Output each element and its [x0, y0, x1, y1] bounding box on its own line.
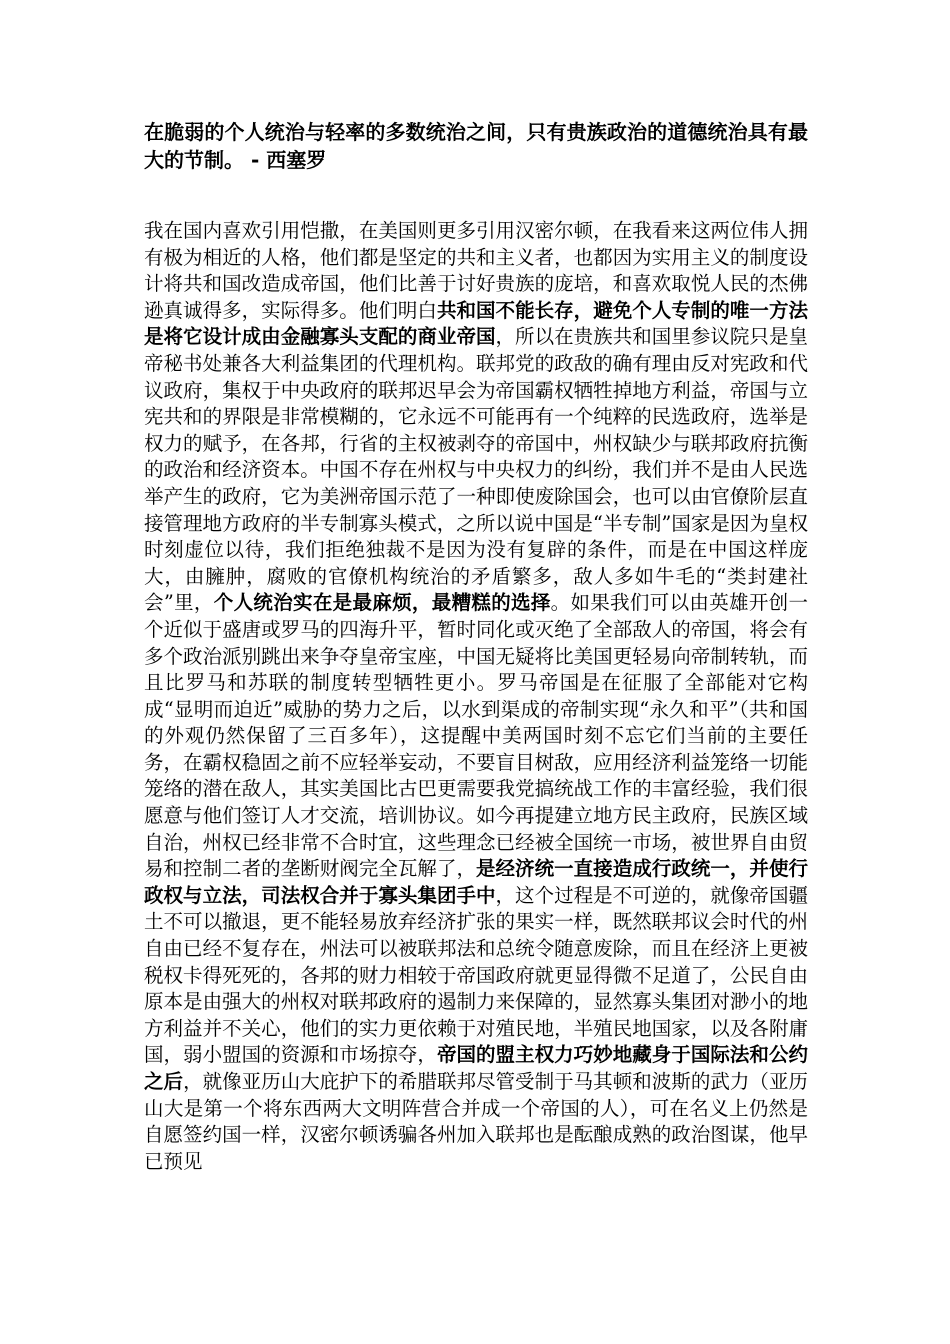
- text-segment: ，这个过程是不可逆的，就像帝国疆土不可以撤退，更不能轻易放弃经济扩张的果实一样，既然联邦议会时代的州自由已经不复存在，州法可以被联邦法和总统令随意废除，而且在经济上更被税权卡得死死的，各邦的财力相较于帝国政府就更显得微不足道了，公民自由原本是由强大的州权对联邦政府的遏制力来保障的，显然寡头集团对渺小的地方利益并不关心，他们的实力更依赖于对殖民地，半殖民地国家，以及各附庸国，弱小盟国的资源和市场掠夺，: [144, 883, 808, 1067]
- epigraph-quote: 在脆弱的个人统治与轻率的多数统治之间，只有贵族政治的道德统治具有最大的节制。 - 西塞罗: [144, 120, 808, 172]
- text-segment: ，所以在贵族共和国里参议院只是皇帝秘书处兼各大利益集团的代理机构。联邦党的政敌的确有理由反对宪政和代议政府，集权于中央政府的联邦迟早会为帝国霸权牺牲掉地方利益，帝国与立宪共和的界限是非常模糊的，它永远不可能再有一个纯粹的民选政府，选举是权力的赋予，在各邦，行省的主权被剥夺的帝国中，州权缺少与联邦政府抗衡的政治和经济资本。中国不存在州权与中央权力的纠纷，我们并不是由人民选举产生的政府，它为美洲帝国示范了一种即使废除国会，也可以由官僚阶层直接管理地方政府的半专制寡头模式，之所以说中国是“半专制”国家是因为皇权时刻虚位以待，我们拒绝独裁不是因为没有复辟的条件，而是在中国这样庞大，由臃肿，腐败的官僚机构统治的矛盾繁多，敌人多如牛毛的“类封建社会”里，: [144, 325, 808, 615]
- emphasis-segment: 帝国的盟主权力巧妙地藏身于国际法和公约之后: [144, 1043, 808, 1093]
- text-segment: 我在国内喜欢引用恺撒，在美国则更多引用汉密尔顿，在我看来这两位伟人拥有极为相近的人格，他们都是坚定的共和主义者，也都因为实用主义的制度设计将共和国改造成帝国，他们比善于讨好贵族的庞培，和喜欢取悦人民的杰佛逊真诚得多，实际得多。他们明白: [144, 219, 808, 322]
- emphasis-segment: 个人统治实在是最麻烦，最糟糕的选择: [213, 591, 551, 615]
- body-paragraph: [144, 218, 808, 1175]
- paragraph-gap: [144, 174, 808, 218]
- emphasis-segment: 共和国不能长存，避免个人专制的唯一方法是将它设计成由金融寡头支配的商业帝国: [144, 298, 808, 349]
- text-segment: 。如果我们可以由英雄开创一个近似于盛唐或罗马的四海升平，暂时同化或灭绝了全部敌人的帝国，将会有多个政治派别跳出来争夺皇帝宝座，中国无疑将比美国更轻易向帝制转轨，而且比罗马和苏联的制度转型牺牲更小。罗马帝国是在征服了全部能对它构成“显明而迫近”威胁的势力之后，以水到渠成的帝制实现“永久和平”（共和国的外观仍然保留了三百多年），这提醒中美两国时刻不忘它们当前的主要任务，在霸权稳固之前不应轻举妄动，不要盲目树敌，应用经济利益笼络一切能笼络的潜在敌人，其实美国比古巴更需要我党搞统战工作的丰富经验，我们很愿意与他们签订人才交流，培训协议。如今再提建立地方民主政府，民族区域自治，州权已经非常不合时宜，这些理念已经被全国统一市场，被世界自由贸易和控制二者的垄断财阀完全瓦解了，: [144, 591, 808, 881]
- text-segment: ，就像亚历山大庇护下的希腊联邦尽管受制于马其顿和波斯的武力（亚历山大是第一个将东西两大文明阵营合并成一个帝国的人），可在名义上仍然是自愿签约国一样，汉密尔顿诱骗各州加入联邦也是酝酿成熟的政治图谋，他早已预见: [144, 1070, 808, 1173]
- emphasis-segment: 是经济统一直接造成行政统一，并使行政权与立法，司法权合并于寡头集团手中: [144, 857, 808, 907]
- document-page: [144, 118, 808, 1175]
